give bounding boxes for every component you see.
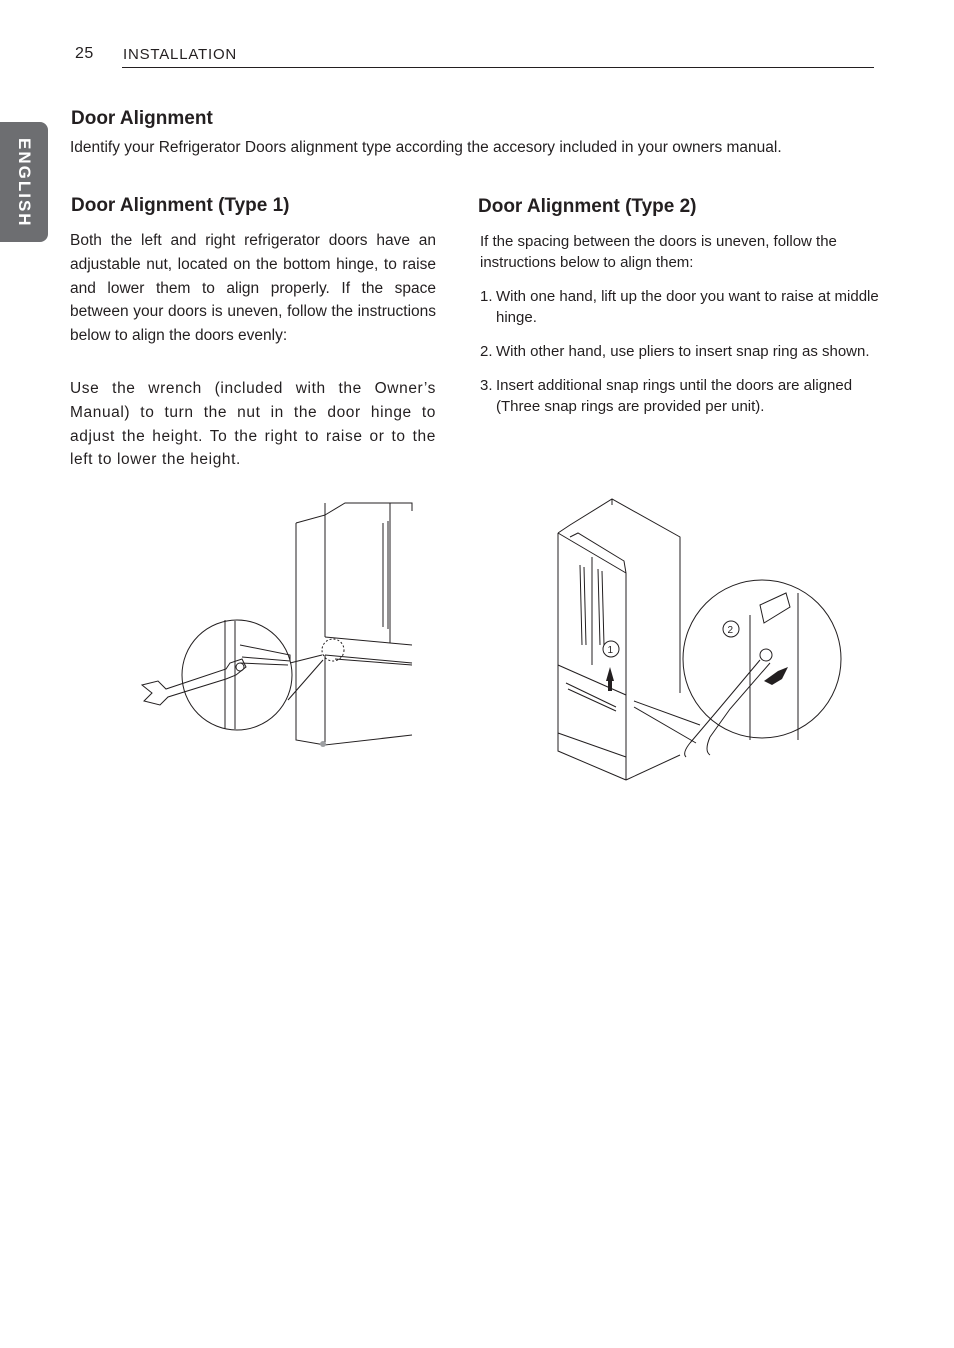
step-text: Insert additional snap rings until the doors are aligned (Three snap rings are provided per unit).: [496, 377, 853, 415]
door-alignment-intro: Identify your Refrigerator Doors alignment type according the accesory included in your owners manual.: [70, 139, 782, 156]
language-tab-label: ENGLISH: [15, 138, 34, 228]
type1-paragraph-2: Use the wrench (included with the Owner’s Manual) to turn the nut in the door hinge to adjust the height. To the right to raise or to the left to lower the height.: [70, 380, 436, 469]
type1-figure: [130, 495, 430, 760]
type2-heading: Door Alignment (Type 2): [478, 196, 697, 217]
type2-intro: If the spacing between the doors is uneven, follow the instructions below to align them:: [480, 233, 837, 271]
step-number: 2.: [480, 343, 493, 360]
wrench-hinge-illustration: [130, 495, 430, 760]
step-text: With other hand, use pliers to insert snap ring as shown.: [496, 343, 870, 360]
header-divider: [122, 67, 874, 68]
section-title: INSTALLATION: [123, 46, 238, 63]
door-alignment-heading: Door Alignment: [71, 108, 213, 129]
type2-step: [480, 286, 890, 328]
step-number: 3.: [480, 377, 493, 394]
pliers-snap-ring-illustration: [550, 495, 850, 790]
step-number: 1.: [480, 288, 493, 305]
type2-steps-list: [480, 286, 890, 430]
type2-step: [480, 375, 890, 417]
callout-1-label: 1: [607, 645, 614, 656]
step-text: With one hand, lift up the door you want to raise at middle hinge.: [496, 288, 879, 326]
type2-step: [480, 341, 890, 362]
language-tab: [0, 122, 48, 242]
page-number: 25: [75, 45, 94, 62]
type1-paragraph-1: Both the left and right refrigerator doors have an adjustable nut, located on the bottom hinge, to raise and lower them to align properly. If the space between your doors is uneven, follow the instructions below to align the doors evenly:: [70, 232, 436, 345]
callout-2-label: 2: [727, 625, 734, 636]
type1-heading: Door Alignment (Type 1): [71, 195, 290, 216]
type2-figure: [550, 495, 850, 790]
